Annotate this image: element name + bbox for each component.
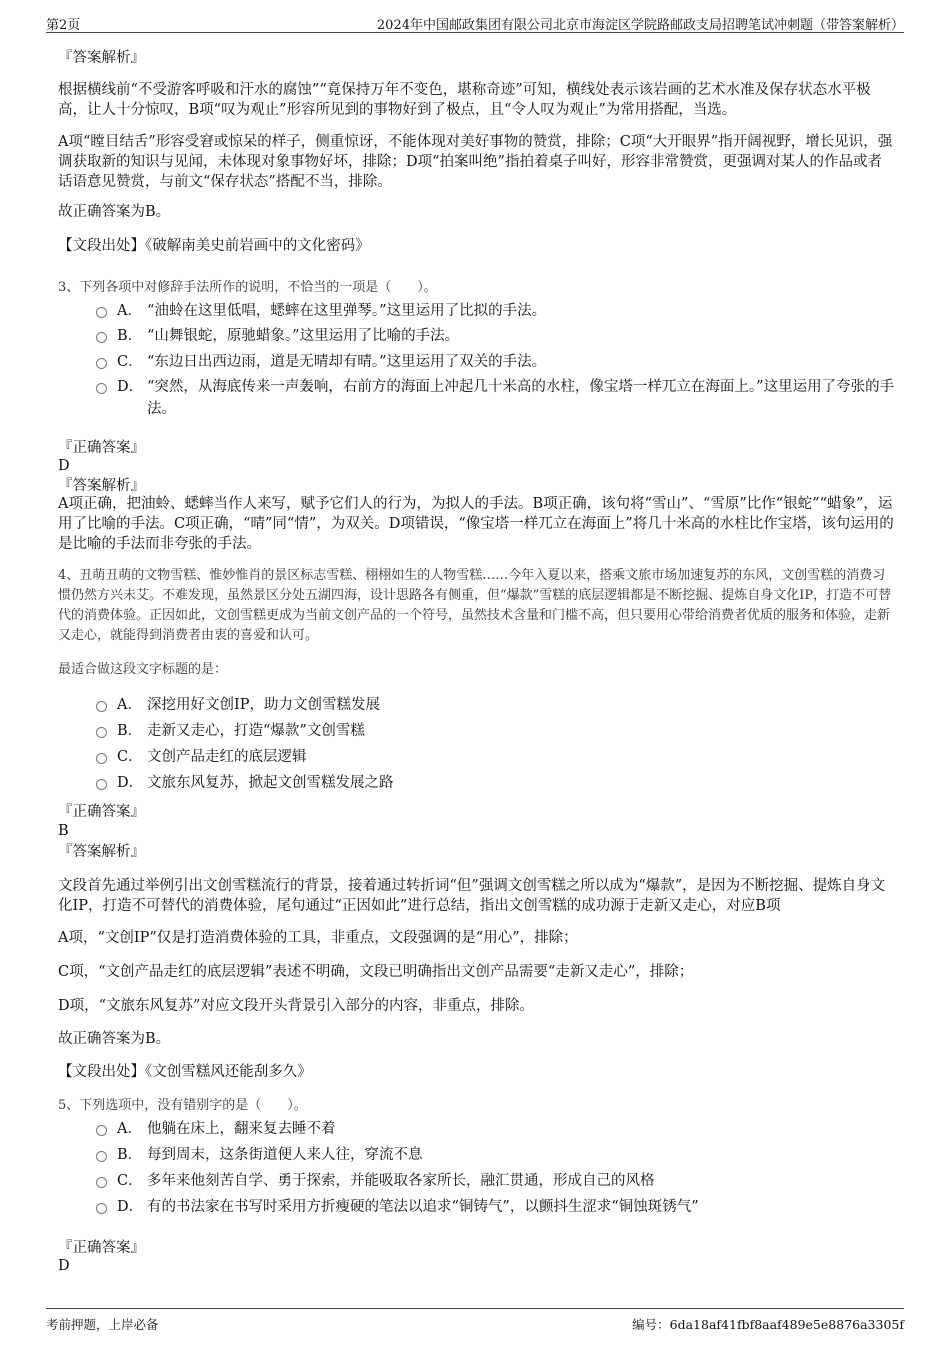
- radio-icon[interactable]: [96, 1203, 107, 1214]
- option-text: 每到周末，这条街道便人来人往，穿流不息: [147, 1147, 423, 1163]
- q3-answer-label: 『正确答案』: [58, 440, 145, 456]
- option-text: “突然，从海底传来一声轰响，右前方的海面上冲起几十米高的水柱，像宝塔一样兀立在海面上。”这里运用了夸张的手法。: [147, 379, 895, 417]
- q4-conclusion: 故正确答案为B。: [58, 1031, 171, 1047]
- option-text: “东边日出西边雨，道是无晴却有晴。”这里运用了双关的手法。: [147, 354, 547, 370]
- option-letter: C．: [117, 1173, 143, 1189]
- option-letter: D．: [117, 775, 144, 791]
- q4-source: 【文段出处】《文创雪糕风还能刮多久》: [58, 1064, 312, 1080]
- q5-answer: D: [58, 1258, 70, 1274]
- document-title: 2024年中国邮政集团有限公司北京市海淀区学院路邮政支局招聘笔试冲刺题（带答案解析）: [376, 18, 904, 33]
- radio-icon[interactable]: [96, 1151, 107, 1162]
- q4-question: 最适合做这段文字标题的是：: [58, 662, 228, 677]
- option-text: 多年来他刻苦自学、勇于探索，并能吸取各家所长，融汇贯通，形成自己的风格: [147, 1173, 655, 1189]
- q2-analysis-label: 『答案解析』: [58, 50, 145, 66]
- q5-option-c[interactable]: [96, 1170, 896, 1192]
- q4-option-d[interactable]: [96, 772, 896, 794]
- option-letter: A．: [117, 697, 142, 713]
- q2-source: 【文段出处】《破解南美史前岩画中的文化密码》: [58, 238, 370, 254]
- q2-conclusion: 故正确答案为B。: [58, 204, 171, 220]
- q5-option-d[interactable]: [96, 1196, 896, 1218]
- q2-analysis-p2: A项“瞠目结舌”形容受窘或惊呆的样子，侧重惊讶，不能体现对美好事物的赞赏，排除；C项“大开眼界”指开阔视野，增长见识，强调获取新的知识与见闻，未体现对象事物好坏，排除；D项“拍案叫绝”指拍着桌子叫好，形容非常赞赏，更强调对某人的作品或者话语意见赞赏，与前文“保存状态”搭配不当，排除。: [58, 134, 893, 190]
- q4-analysis-p3: C项，“文创产品走红的底层逻辑”表述不明确，文段已明确指出文创产品需要“走新又走心”，排除；: [58, 964, 694, 980]
- q3-analysis: A项正确，把油蛉、蟋蟀当作人来写，赋予它们人的行为，为拟人的手法。B项正确，该句将“雪山”、“雪原”比作“银蛇”“蜡象”，运用了比喻的手法。C项正确，“晴”同“情”，为双关。D项错误，“像宝塔一样兀立在海面上”将几十米高的水柱比作宝塔，该句运用的是比喻的手法而非夸张的手法。: [58, 496, 894, 552]
- page-header: [46, 12, 904, 33]
- q3-question: 3、下列各项中对修辞手法所作的说明，不恰当的一项是（ ）。: [58, 280, 437, 295]
- option-text: “山舞银蛇，原驰蜡象。”这里运用了比喻的手法。: [147, 328, 460, 344]
- q4-answer-label: 『正确答案』: [58, 804, 145, 820]
- q3-option-b[interactable]: [96, 325, 896, 347]
- option-text: 深挖用好文创IP，助力文创雪糕发展: [147, 697, 380, 713]
- option-letter: D．: [117, 1199, 144, 1215]
- radio-icon[interactable]: [96, 753, 107, 764]
- q2-analysis-p1: 根据横线前“不受游客呼吸和汗水的腐蚀”“竟保持万年不变色，堪称奇迹”可知，横线处表示该岩画的艺术水准及保存状态水平极高，让人十分惊叹，B项“叹为观止”形容所见到的事物好到了极点，且“令人叹为观止”为常用搭配，当选。: [58, 82, 871, 118]
- q4-option-b[interactable]: [96, 720, 896, 742]
- footer-slogan: 考前押题，上岸必备: [46, 1317, 159, 1332]
- option-text: 走新又走心，打造“爆款”文创雪糕: [147, 723, 365, 739]
- option-letter: A．: [117, 1121, 142, 1137]
- q4-analysis-p4: D项，“文旅东风复苏”对应文段开头背景引入部分的内容，非重点，排除。: [58, 998, 534, 1014]
- q4-analysis-label: 『答案解析』: [58, 844, 145, 860]
- option-letter: D．: [117, 379, 144, 395]
- radio-icon[interactable]: [96, 1177, 107, 1188]
- q5-question: 5、下列选项中，没有错别字的是（ ）。: [58, 1098, 307, 1113]
- option-letter: B．: [117, 723, 143, 739]
- option-text: 他躺在床上，翻来复去睡不着: [147, 1121, 336, 1137]
- q4-option-a[interactable]: [96, 694, 896, 716]
- q4-answer: B: [58, 823, 69, 839]
- q5-option-a[interactable]: [96, 1118, 896, 1140]
- footer-serial: 编号：6da18af41fbf8aaf489e5e8876a3305f: [632, 1317, 904, 1332]
- q4-analysis-p2: A项，“文创IP”仅是打造消费体验的工具，非重点，文段强调的是“用心”，排除；: [58, 930, 578, 946]
- radio-icon[interactable]: [96, 727, 107, 738]
- option-letter: A．: [117, 303, 142, 319]
- q4-analysis-p1: 文段首先通过举例引出文创雪糕流行的背景，接着通过转折词“但”强调文创雪糕之所以成为“爆款”，是因为不断挖掘、提炼自身文化IP，打造不可替代的消费体验，尾句通过“正因如此”进行总结，指出文创雪糕的成功源于走新又走心，对应B项: [58, 878, 886, 914]
- radio-icon[interactable]: [96, 358, 107, 369]
- radio-icon[interactable]: [96, 701, 107, 712]
- option-letter: B．: [117, 328, 143, 344]
- q4-option-c[interactable]: [96, 746, 896, 768]
- option-text: 有的书法家在书写时采用方折瘦硬的笔法以追求“铜铸气”，以颤抖生涩求“铜蚀斑锈气”: [147, 1199, 699, 1215]
- option-letter: C．: [117, 749, 143, 765]
- q3-option-d[interactable]: [96, 376, 896, 420]
- radio-icon[interactable]: [96, 332, 107, 343]
- option-letter: B．: [117, 1147, 143, 1163]
- q3-option-a[interactable]: [96, 300, 896, 322]
- q5-option-b[interactable]: [96, 1144, 896, 1166]
- option-letter: C．: [117, 354, 143, 370]
- radio-icon[interactable]: [96, 779, 107, 790]
- page-footer: [46, 1308, 904, 1331]
- q5-answer-label: 『正确答案』: [58, 1240, 145, 1256]
- option-text: 文旅东风复苏，掀起文创雪糕发展之路: [147, 775, 394, 791]
- radio-icon[interactable]: [96, 307, 107, 318]
- q3-answer: D: [58, 458, 70, 474]
- page-number: 第2页: [46, 18, 81, 33]
- q3-option-c[interactable]: [96, 351, 896, 373]
- radio-icon[interactable]: [96, 1125, 107, 1136]
- q4-passage: 4、丑萌丑萌的文物雪糕、惟妙惟肖的景区标志雪糕、栩栩如生的人物雪糕……今年入夏以来，搭乘文旅市场加速复苏的东风，文创雪糕的消费习惯仍然方兴未艾。不难发现，虽然景区分处五湖四海，设计思路各有侧重，但“爆款”雪糕的底层逻辑都是不断挖掘、提炼自身文化IP，打造不可替代的消费体验。正因如此，文创雪糕更成为当前文创产品的一个符号，虽然技术含量和门槛不高，但只要用心带给消费者优质的服务和体验，走新又走心，就能得到消费者由衷的喜爱和认可。: [58, 568, 892, 643]
- q3-analysis-label: 『答案解析』: [58, 478, 145, 494]
- option-text: 文创产品走红的底层逻辑: [147, 749, 307, 765]
- option-text: “油蛉在这里低唱，蟋蟀在这里弹琴。”这里运用了比拟的手法。: [147, 303, 547, 319]
- radio-icon[interactable]: [96, 383, 107, 394]
